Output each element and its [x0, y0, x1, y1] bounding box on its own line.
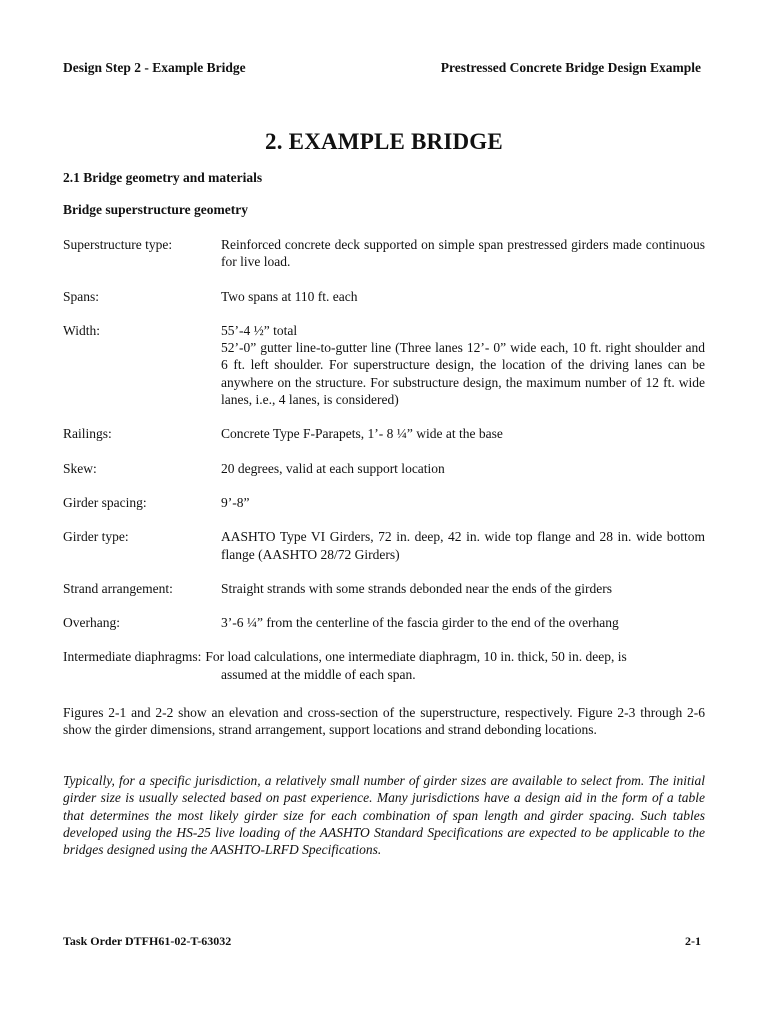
spec-row-width — [63, 322, 705, 408]
spec-value-line: Straight strands with some strands debonded near the ends of the girders — [221, 580, 613, 596]
spec-value — [221, 528, 705, 563]
spec-label: Overhang: — [63, 615, 120, 631]
sub-heading: Bridge superstructure geometry — [63, 202, 248, 217]
page-number: 2-1 — [685, 934, 701, 948]
spec-value — [221, 322, 705, 408]
spec-value — [221, 288, 705, 305]
spec-label: Strand arrangement: — [63, 580, 173, 596]
header-left: Design Step 2 - Example Bridge — [63, 60, 246, 75]
spec-value — [221, 494, 705, 511]
spec-list — [63, 236, 705, 683]
page-header — [63, 60, 705, 80]
spec-label: Girder type: — [63, 529, 129, 545]
header-right: Prestressed Concrete Bridge Design Example — [440, 60, 701, 75]
spec-value-line: For load calculations, one intermediate diaphragm, 10 in. thick, 50 in. deep, is — [205, 649, 627, 665]
spec-label: Girder spacing: — [63, 494, 147, 510]
spec-value-line: 20 degrees, valid at each support location — [221, 460, 445, 476]
spec-label: Spans: — [63, 288, 100, 304]
spec-row-intermediate-diaphragms — [63, 648, 705, 665]
spec-value — [221, 425, 705, 442]
body-paragraph: Figures 2-1 and 2-2 show an elevation and cross-section of the superstructure, respectively. Figure 2-3 through 2-6 show the girder dimensions, strand arrangement, support locations and strand debonding locations. — [63, 705, 705, 738]
spec-row-superstructure-type — [63, 236, 705, 271]
spec-value-line: Concrete Type F-Parapets, 1’- 8 ¼” wide at the base — [221, 426, 503, 442]
spec-value-continuation: assumed at the middle of each span. — [221, 666, 416, 682]
spec-row-overhang — [63, 614, 705, 631]
spec-row-girder-type — [63, 528, 705, 563]
spec-label: Superstructure type: — [63, 237, 173, 252]
spec-label: Railings: — [63, 426, 112, 442]
spec-value-line: 52’-0” gutter line-to-gutter line (Three lanes 12’- 0” wide each, 10 ft. right shoulder and 6 ft. left shoulder. For superstructure design, the location of the driving lanes can be anywhere on the structure. For substructure design, the maximum number of 12 ft. wide lanes, i.e., 4 lanes, is considered) — [221, 340, 705, 408]
spec-value-line: 55’-4 ½” total — [221, 322, 298, 338]
spec-row-girder-spacing — [63, 494, 705, 511]
document-page — [63, 0, 705, 1024]
spec-value-line: Two spans at 110 ft. each — [221, 288, 358, 304]
spec-value-line: Reinforced concrete deck supported on simple span prestressed girders made continuous for live load. — [221, 237, 705, 270]
spec-value — [221, 236, 705, 271]
spec-row-strand-arrangement — [63, 580, 705, 597]
spec-value — [205, 648, 705, 665]
spec-row-skew — [63, 460, 705, 477]
spec-label: Intermediate diaphragms: — [63, 649, 202, 665]
footer-left: Task Order DTFH61-02-T-63032 — [63, 934, 232, 948]
spec-row-railings — [63, 425, 705, 442]
spec-label: Width: — [63, 322, 100, 338]
page-title: 2. EXAMPLE BRIDGE — [265, 129, 503, 154]
section-heading: 2.1 Bridge geometry and materials — [63, 170, 263, 185]
spec-value — [221, 580, 705, 597]
spec-label: Skew: — [63, 460, 97, 476]
spec-value-line: 9’-8” — [221, 494, 250, 510]
spec-value-line: 3’-6 ¼” from the centerline of the fascia girder to the end of the overhang — [221, 615, 619, 631]
spec-value — [221, 614, 705, 631]
spec-value — [221, 460, 705, 477]
spec-row-spans — [63, 288, 705, 305]
italic-paragraph: Typically, for a specific jurisdiction, a relatively small number of girder sizes are available to select from. The initial girder size is usually selected based on past experience. Many jurisdictions have a design aid in the form of a table that determines the most likely girder size for each combination of span length and girder spacing. Such tables developed using the HS-25 live loading of the AASHTO Standard Specifications are expected to be applicable to the bridges designed using the AASHTO-LRFD Specifications. — [63, 773, 705, 858]
spec-value-line: AASHTO Type VI Girders, 72 in. deep, 42 in. wide top flange and 28 in. wide bottom flange (AASHTO 28/72 Girders) — [221, 529, 705, 562]
